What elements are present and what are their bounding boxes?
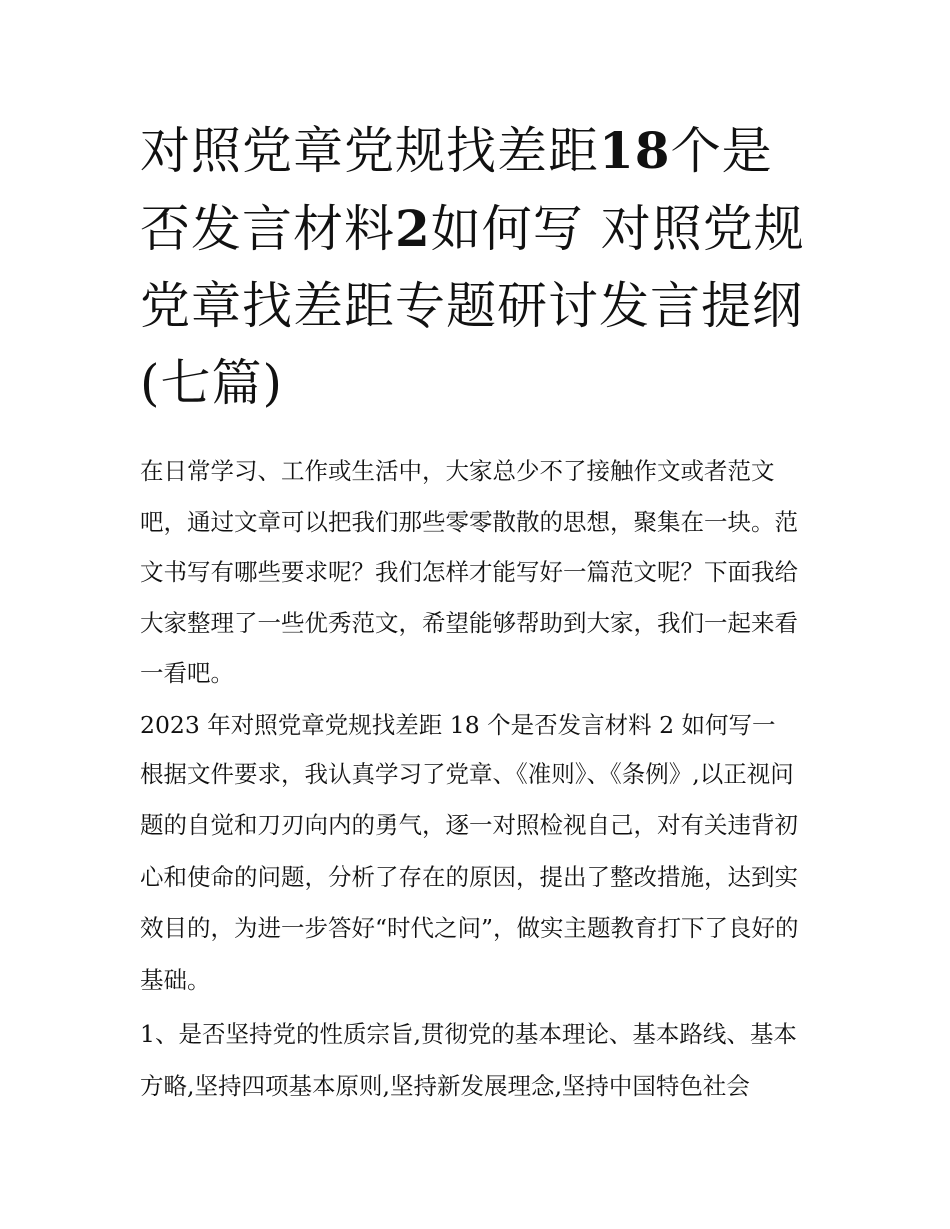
title-number-2: 2 [395, 199, 431, 258]
title-number-18: 18 [599, 121, 671, 180]
title-part-1: 对照党章党规找差距 [140, 122, 599, 180]
body-paragraph: 根据文件要求，我认真学习了党章、《准则》、《条例》,以正视问题的自觉和刀刃向内的勇气，逐一对照检视自己，对有关违背初心和使命的问题，分析了存在的原因，提出了整改措施，达到实效目的，为进一步答好“时代之问”，做实主题教育打下了良好的基础。 [140, 759, 799, 994]
title-part-3: 如何写 对照党规党章找差距专题研讨发言提纲(七篇) [140, 200, 805, 412]
document-page [140, 112, 816, 1112]
section-heading: 2023 年对照党章党规找差距 18 个是否发言材料 2 如何写一 [140, 710, 776, 739]
title-part-2: 个是否发言材料 [140, 122, 773, 258]
intro-paragraph: 在日常学习、工作或生活中，大家总少不了接触作文或者范文吧，通过文章可以把我们那些零零散散的思想，聚集在一块。范文书写有哪些要求呢？我们怎样才能写好一篇范文呢？下面我给大家整理了一些优秀范文，希望能够帮助到大家，我们一起来看一看吧。 [140, 457, 798, 687]
document-title [140, 112, 816, 422]
list-item-1: 1、是否坚持党的性质宗旨,贯彻党的基本理论、基本路线、基本方略,坚持四项基本原则,坚持新发展理念,坚持中国特色社会 [140, 1020, 797, 1100]
